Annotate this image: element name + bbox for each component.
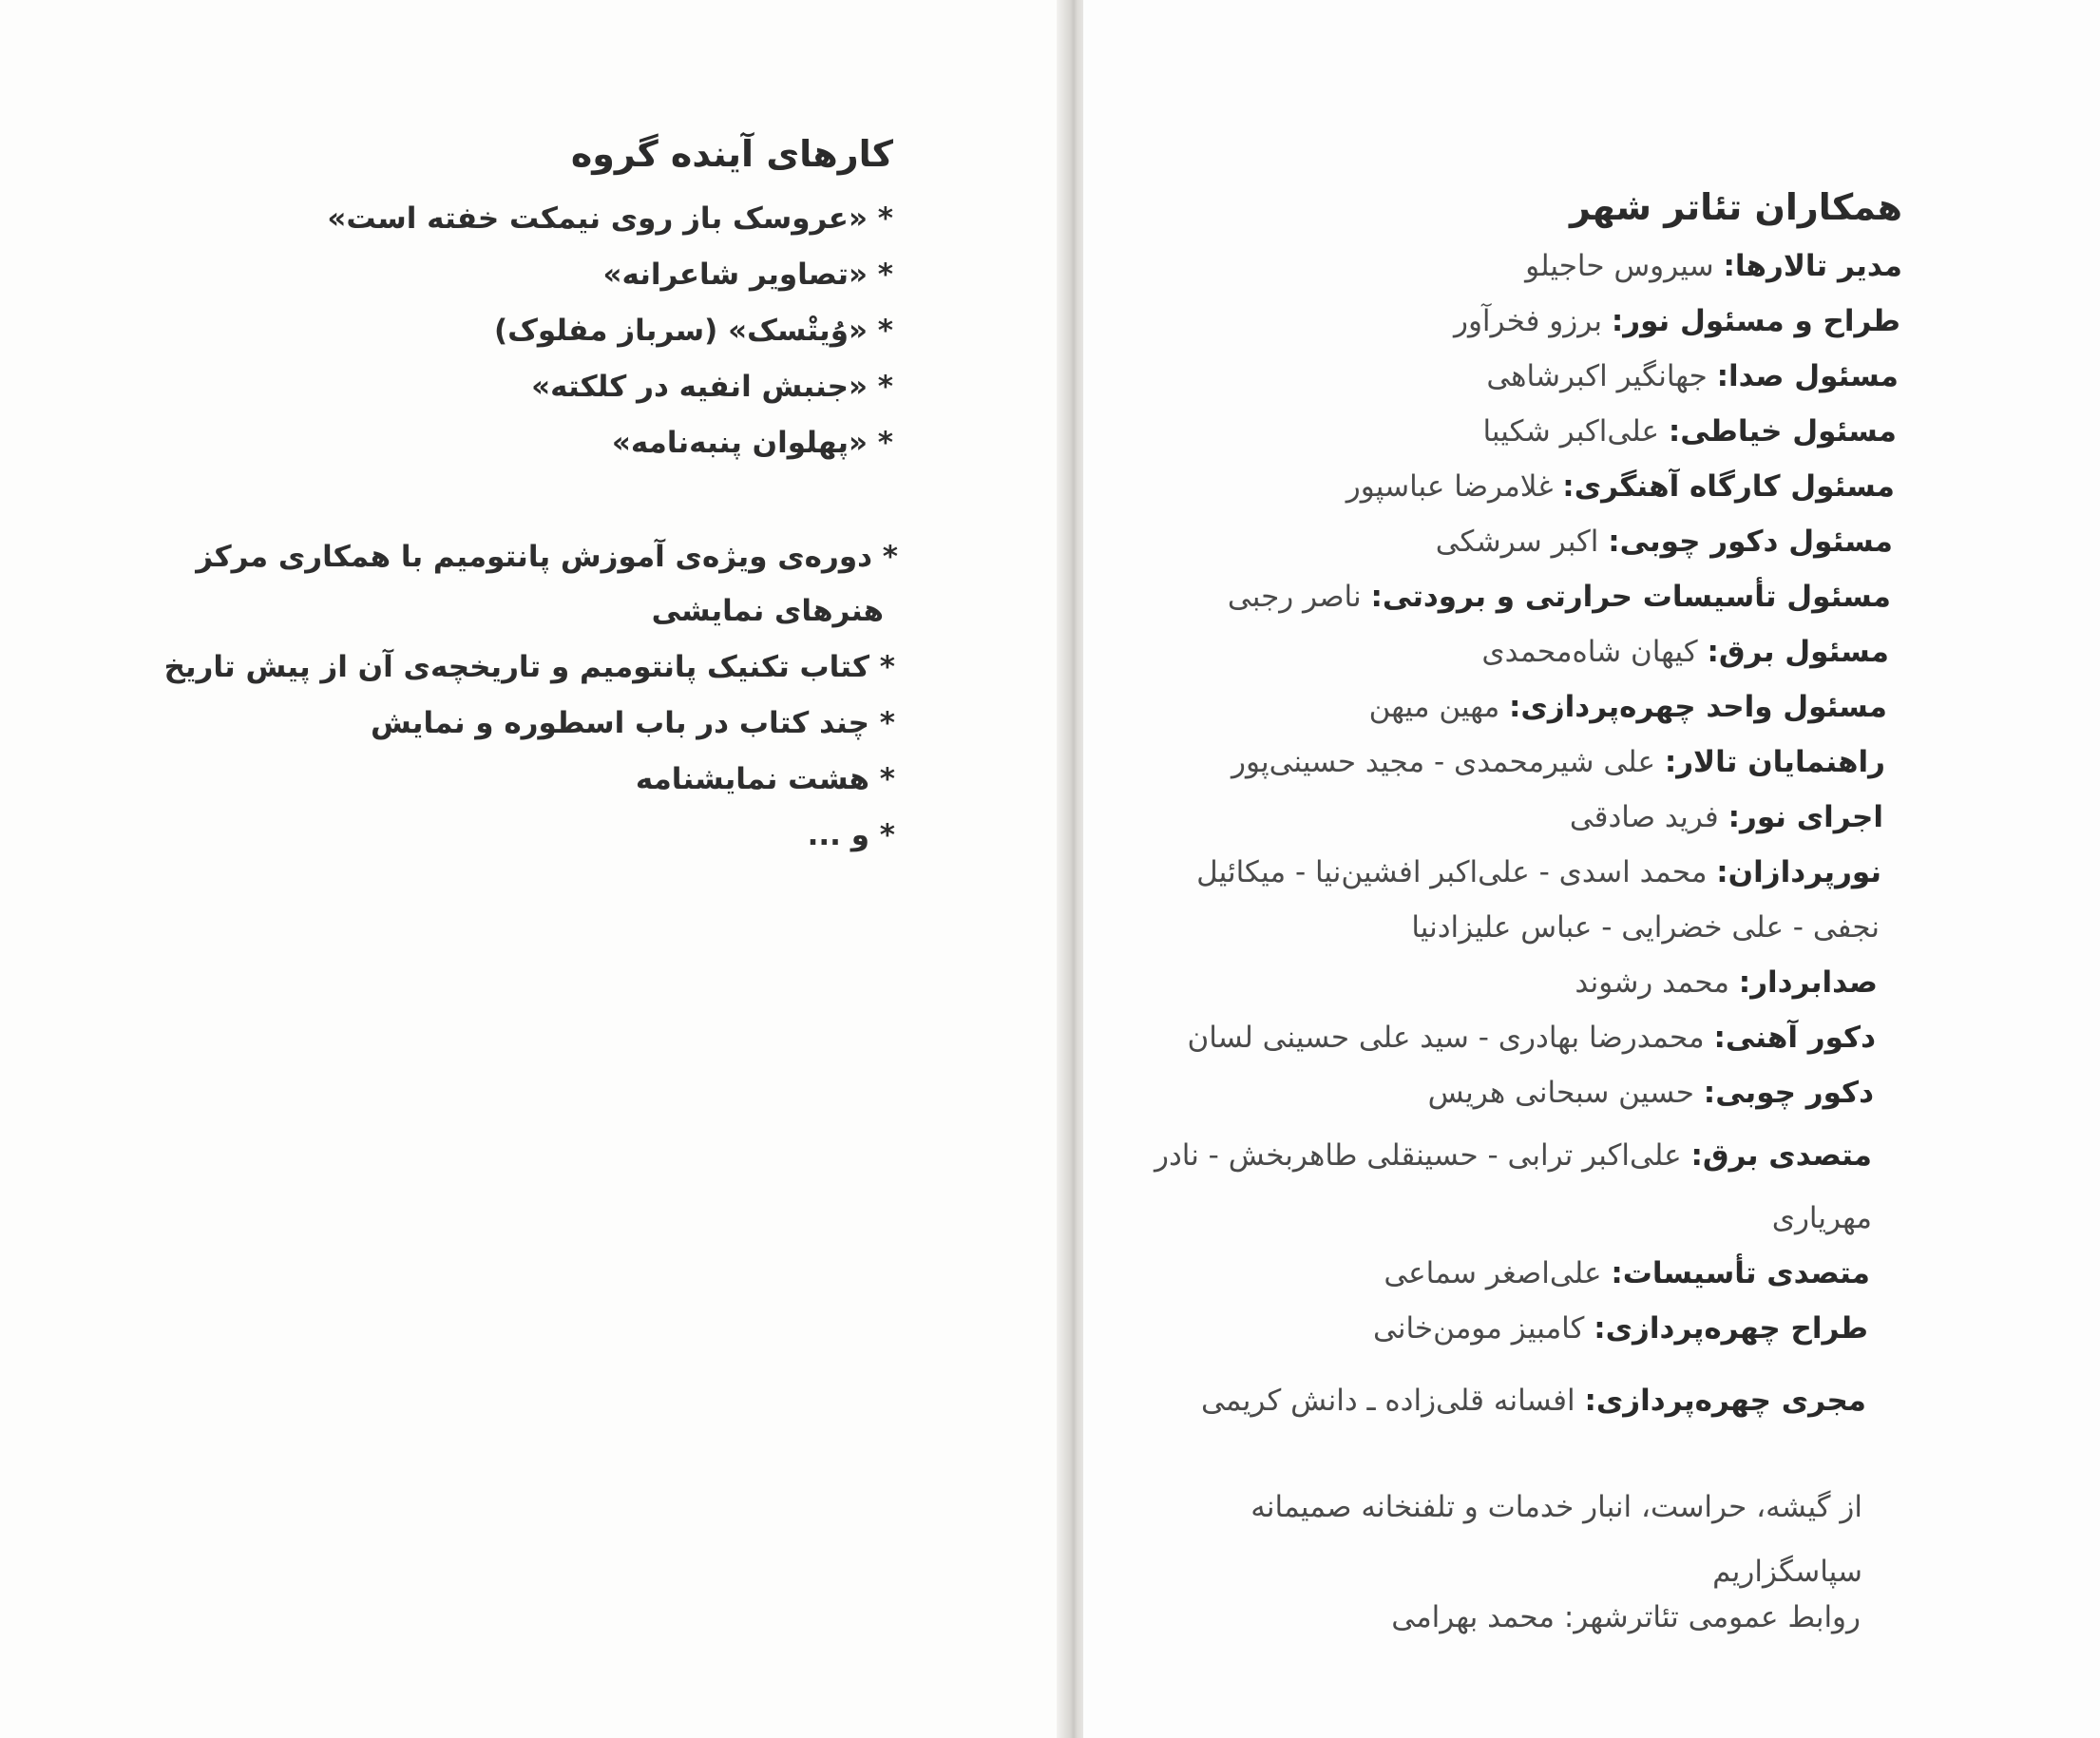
credit-name: علی‌اکبر شکیبا — [1482, 414, 1669, 449]
credit-line — [1201, 1384, 1866, 1418]
credit-name: افسانه قلی‌زاده ـ دانش کریمی — [1200, 1384, 1585, 1418]
credit-line — [1428, 1076, 1874, 1110]
collaborators-title: همکاران تئاتر شهر — [1569, 186, 1902, 228]
credit-role: دکور چوبی: — [1703, 1076, 1874, 1110]
credit-name: علی شیرمحمدی - مجید حسینی‌پور — [1231, 745, 1665, 779]
future-works-title: کارهای آینده گروه — [570, 133, 893, 175]
credit-line — [1436, 525, 1893, 559]
credit-name: ناصر رجبی — [1227, 580, 1371, 614]
credit-line — [1196, 855, 1881, 889]
credit-line — [1454, 304, 1900, 338]
credit-line-continued — [1411, 910, 1880, 945]
credit-line — [1384, 1256, 1870, 1290]
credit-line — [1228, 580, 1891, 614]
credit-name: سیروس حاجیلو — [1525, 249, 1724, 283]
credit-role: مجری چهره‌پردازی: — [1584, 1384, 1866, 1418]
credit-role: راهنمایان تالار: — [1664, 745, 1885, 779]
credit-role: مسئول صدا: — [1716, 359, 1899, 393]
credit-name: مهین میهن — [1368, 690, 1510, 724]
credit-line — [1575, 965, 1878, 1000]
public-relations-line: روابط عمومی تئاترشهر: محمد بهرامی — [1391, 1600, 1861, 1634]
credit-name: برزو فخرآور — [1453, 304, 1612, 338]
credit-name: اکبر سرشکی — [1435, 525, 1609, 559]
credit-line — [1155, 1138, 1872, 1173]
credit-role: دکور آهنی: — [1713, 1021, 1876, 1055]
credit-role: مسئول خیاطی: — [1668, 414, 1897, 449]
credit-name: علی‌اصغر سماعی — [1384, 1256, 1612, 1290]
project-item: * کتاب تکنیک پانتومیم و تاریخچه‌ی آن از پیش تاریخ — [163, 650, 895, 684]
credit-name: محمد رشوند — [1575, 965, 1739, 1000]
credit-line — [1346, 469, 1895, 504]
credit-role: متصدی برق: — [1690, 1138, 1872, 1173]
project-item: * و ... — [807, 818, 895, 852]
thanks-line: از گیشه، حراست، انبار خدمات و تلفنخانه صمیمانه — [1250, 1490, 1862, 1524]
credit-role: طراح و مسئول نور: — [1611, 304, 1900, 338]
credit-name: کامبیز مومن‌خانی — [1373, 1311, 1594, 1346]
credit-line — [1570, 800, 1883, 834]
credit-role: نورپردازان: — [1716, 855, 1881, 889]
credit-role: طراح چهره‌پردازی: — [1594, 1311, 1868, 1346]
future-work-item: * «وُیتْسک» (سرباز مفلوک) — [493, 314, 893, 348]
credit-name: نجفی - علی خضرایی - عباس علیزادنیا — [1411, 910, 1880, 945]
credit-name: کیهان شاه‌محمدی — [1481, 635, 1708, 669]
project-item: * چند کتاب در باب اسطوره و نمایش — [370, 706, 895, 740]
credit-name: حسین سبحانی هریس — [1427, 1076, 1704, 1110]
credit-role: صدابردار: — [1738, 965, 1878, 1000]
credit-line — [1482, 414, 1897, 449]
credit-name: غلامرضا عباسپور — [1346, 469, 1563, 504]
credit-role: مسئول دکور چوبی: — [1608, 525, 1893, 559]
credit-line — [1231, 745, 1885, 779]
right-page — [1083, 0, 2100, 1738]
credit-name: جهانگیر اکبرشاهی — [1486, 359, 1717, 393]
credit-line — [1369, 690, 1887, 724]
credit-line — [1481, 635, 1889, 669]
credit-name: محمدرضا بهادری - سید علی حسینی لسان — [1187, 1021, 1714, 1055]
credit-name: علی‌اکبر ترابی - حسینقلی طاهربخش - نادر — [1154, 1138, 1691, 1173]
credit-line — [1486, 359, 1899, 393]
credit-line — [1187, 1021, 1876, 1055]
credit-line — [1373, 1311, 1868, 1346]
credit-role: اجرای نور: — [1728, 800, 1883, 834]
thanks-line-continued: سپاسگزاریم — [1712, 1555, 1862, 1589]
project-item: * هشت نمایشنامه — [635, 762, 895, 796]
credit-line — [1525, 249, 1902, 283]
credit-role: مسئول برق: — [1707, 635, 1889, 669]
credit-role: متصدی تأسیسات: — [1611, 1256, 1870, 1290]
future-work-item: * «تصاویر شاعرانه» — [602, 258, 893, 292]
future-work-item: * «جنبش انفیه در کلکته» — [531, 370, 893, 404]
credit-name: محمد اسدی - علی‌اکبر افشین‌نیا - میکائیل — [1196, 855, 1717, 889]
credit-name: فرید صادقی — [1569, 800, 1728, 834]
future-work-item: * «عروسک باز روی نیمکت خفته است» — [327, 201, 893, 236]
project-item-continued: هنرهای نمایشی — [651, 594, 884, 628]
credit-role: مسئول واحد چهره‌پردازی: — [1509, 690, 1887, 724]
credit-role: مسئول کارگاه آهنگری: — [1562, 469, 1895, 504]
project-item: * دوره‌ی ویژه‌ی آموزش پانتومیم با همکاری مرکز — [196, 540, 898, 574]
credit-name: مهریاری — [1771, 1201, 1872, 1235]
credit-role: مسئول تأسیسات حرارتی و برودتی: — [1370, 580, 1891, 614]
credit-role: مدیر تالارها: — [1723, 249, 1902, 283]
future-work-item: * «پهلوان پنبه‌نامه» — [611, 426, 893, 460]
credit-line-continued — [1772, 1201, 1872, 1235]
